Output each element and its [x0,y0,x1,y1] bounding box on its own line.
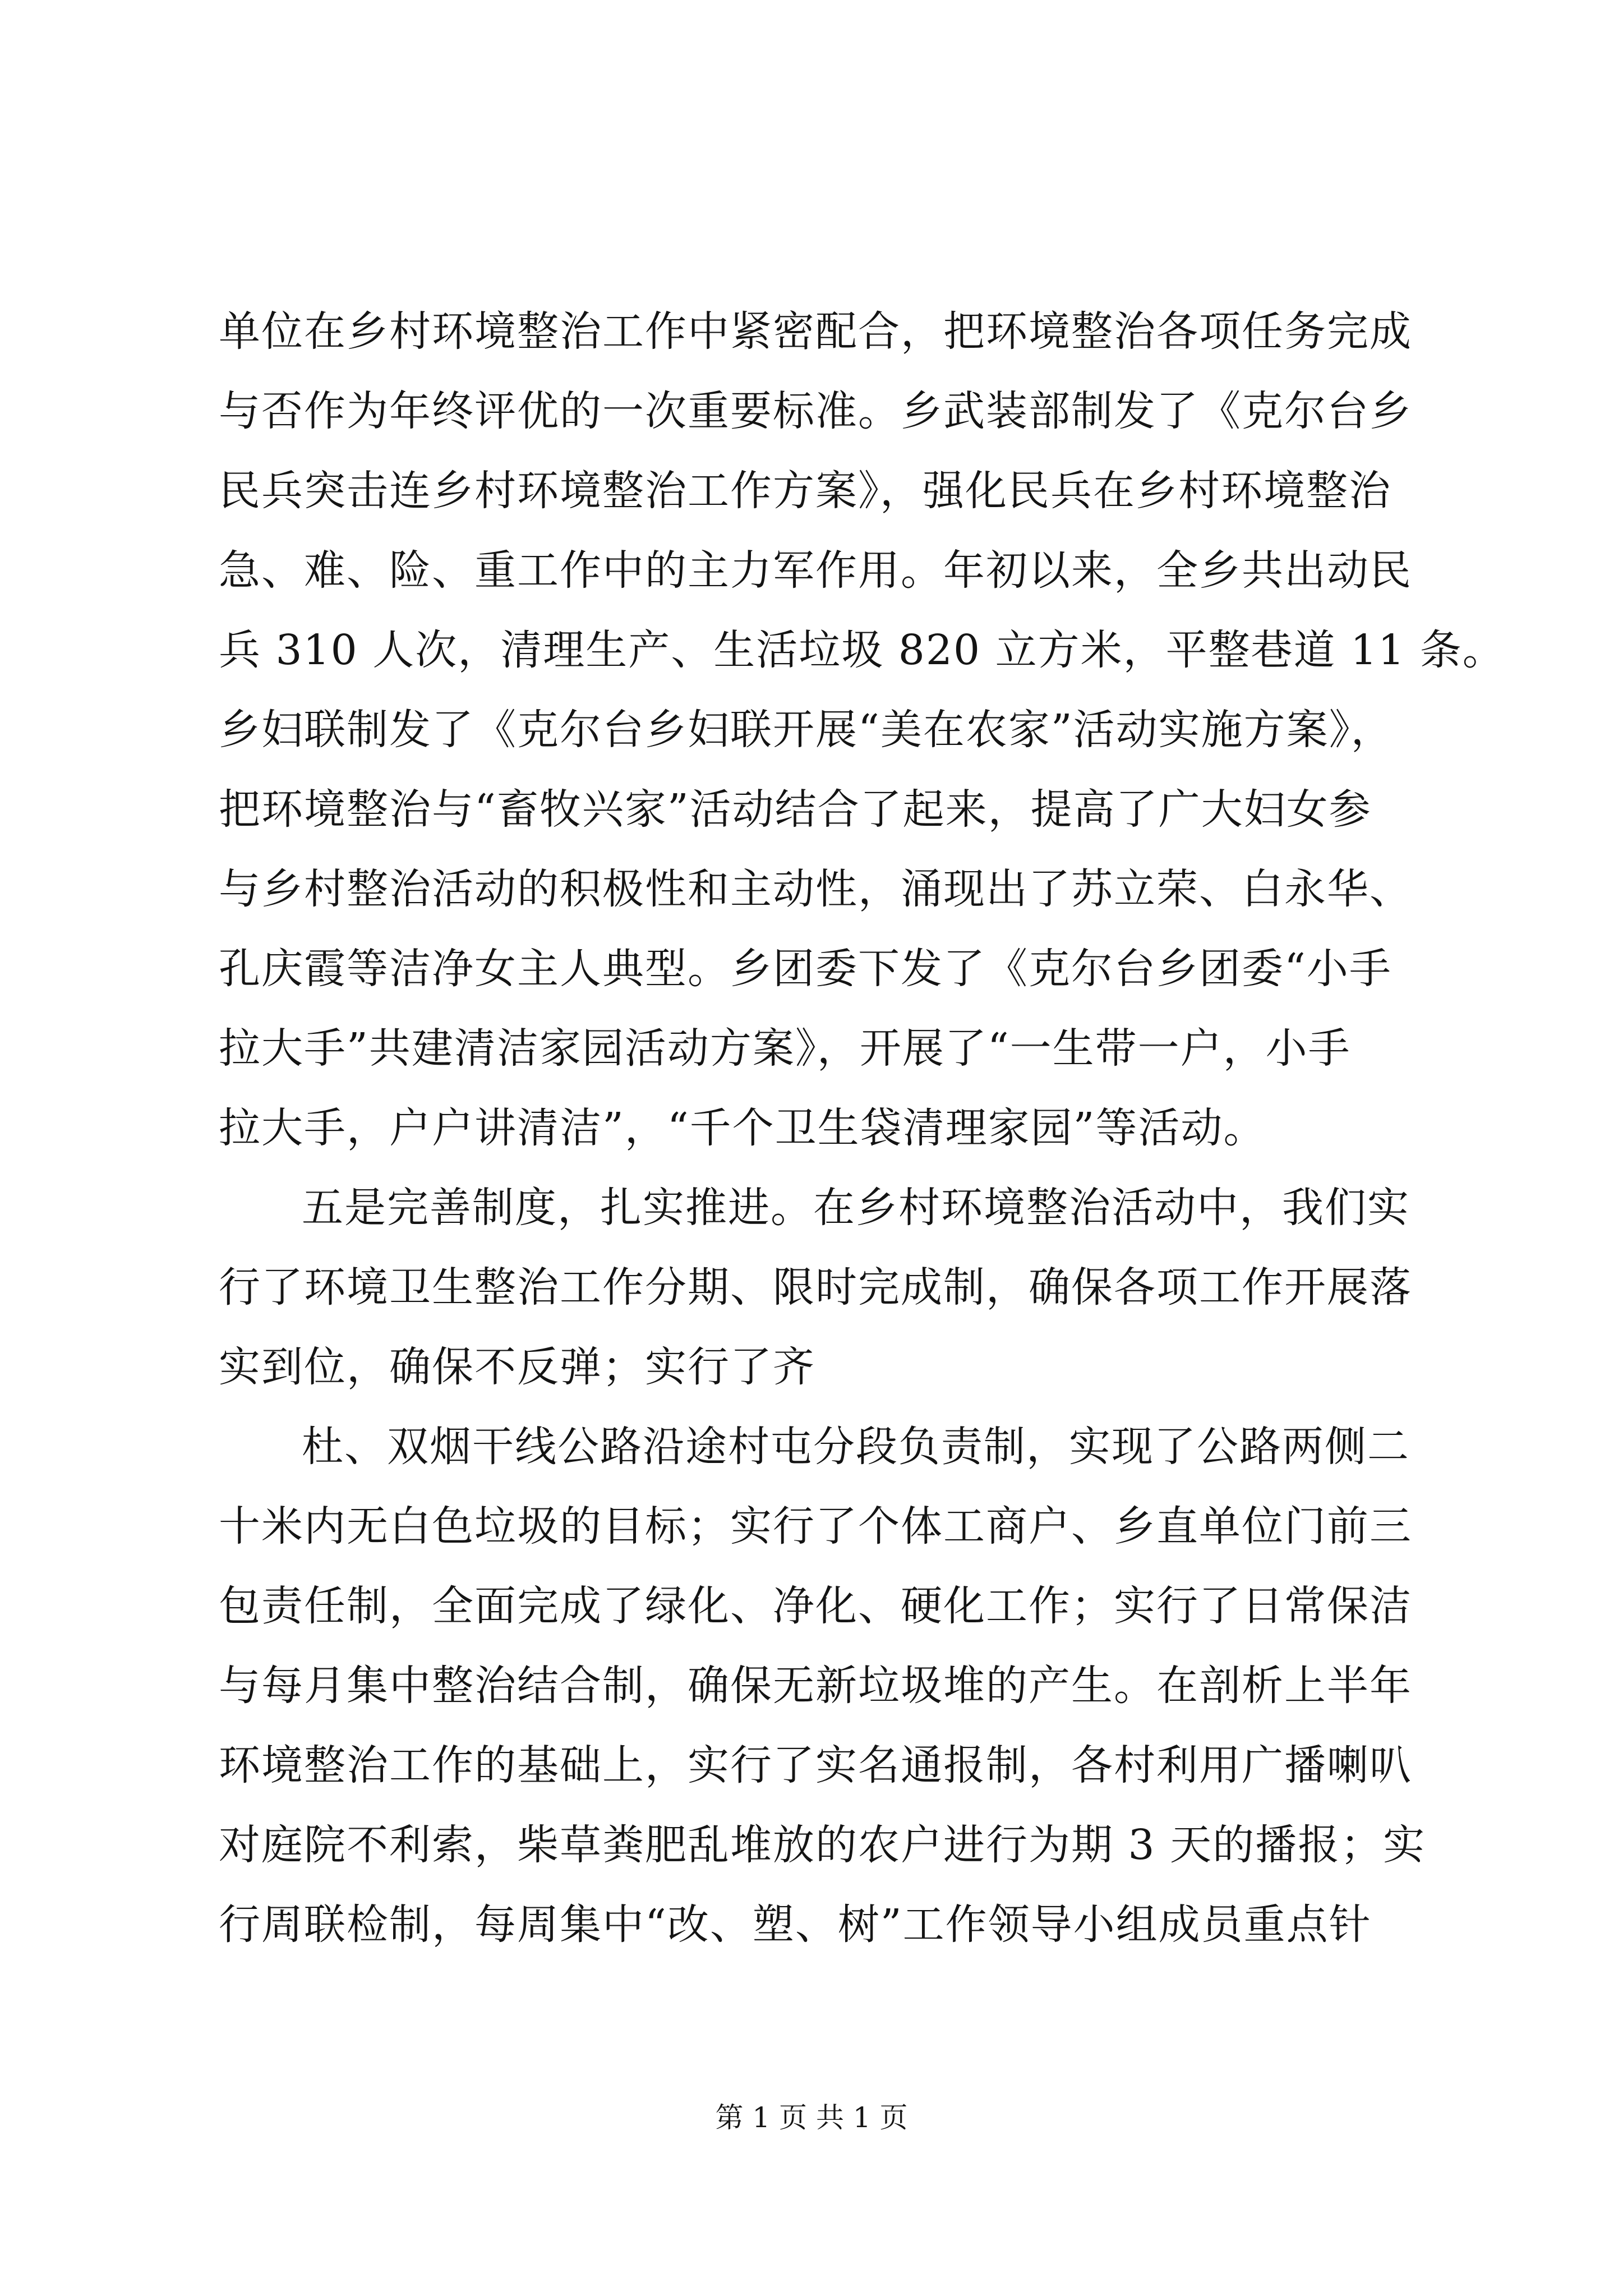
text-line: 单位在乡村环境整治工作中紧密配合，把环境整治各项任务完成 [219,307,1412,356]
text-line: 拉大手，户户讲清洁”，“千个卫生袋清理家园”等活动。 [219,1104,1266,1152]
text-line: 乡妇联制发了《克尔台乡妇联开展“美在农家”活动实施方案》， [219,706,1394,754]
paragraph-start-line: 五是完善制度，扎实推进。在乡村环境整治活动中，我们实 [302,1184,1410,1232]
text-line: 急、难、险、重工作中的主力军作用。年初以来，全乡共出动民 [219,546,1412,595]
text-line: 民兵突击连乡村环境整治工作方案》，强化民兵在乡村环境整治 [219,467,1391,515]
text-line: 拉大手”共建清洁家园活动方案》，开展了“一生带一户，小手 [219,1024,1351,1073]
text-line: 十米内无白色垃圾的目标；实行了个体工商户、乡直单位门前三 [219,1502,1412,1550]
text-line: 与每月集中整治结合制，确保无新垃圾堆的产生。在剖析上半年 [219,1662,1412,1710]
body-text [219,292,1505,1964]
page-footer: 第 1 页 共 1 页 [715,2101,908,2134]
text-line: 包责任制，全面完成了绿化、净化、硬化工作；实行了日常保洁 [219,1582,1412,1630]
text-line: 行周联检制，每周集中“改、塑、树”工作领导小组成员重点针 [219,1901,1372,1949]
text-line: 与乡村整治活动的积极性和主动性，涌现出了苏立荣、白永华、 [219,865,1412,913]
text-line: 行了环境卫生整治工作分期、限时完成制，确保各项工作开展落 [219,1263,1412,1312]
text-line: 把环境整治与“畜牧兴家”活动结合了起来，提高了广大妇女参 [219,785,1372,834]
text-line: 与否作为年终评优的一次重要标准。乡武装部制发了《克尔台乡 [219,387,1412,435]
text-line: 实到位，确保不反弹；实行了齐 [219,1343,815,1391]
text-line: 环境整治工作的基础上，实行了实名通报制，各村利用广播喇叭 [219,1741,1412,1789]
paragraph-start-line: 杜、双烟干线公路沿途村屯分段负责制，实现了公路两侧二 [302,1423,1410,1471]
text-line: 对庭院不利索，柴草粪肥乱堆放的农户进行为期 3 天的播报；实 [219,1821,1426,1869]
text-line: 孔庆霞等洁净女主人典型。乡团委下发了《克尔台乡团委“小手 [219,945,1392,993]
text-line: 兵 310 人次，清理生产、生活垃圾 820 立方米，平整巷道 11 条。 [219,626,1505,674]
